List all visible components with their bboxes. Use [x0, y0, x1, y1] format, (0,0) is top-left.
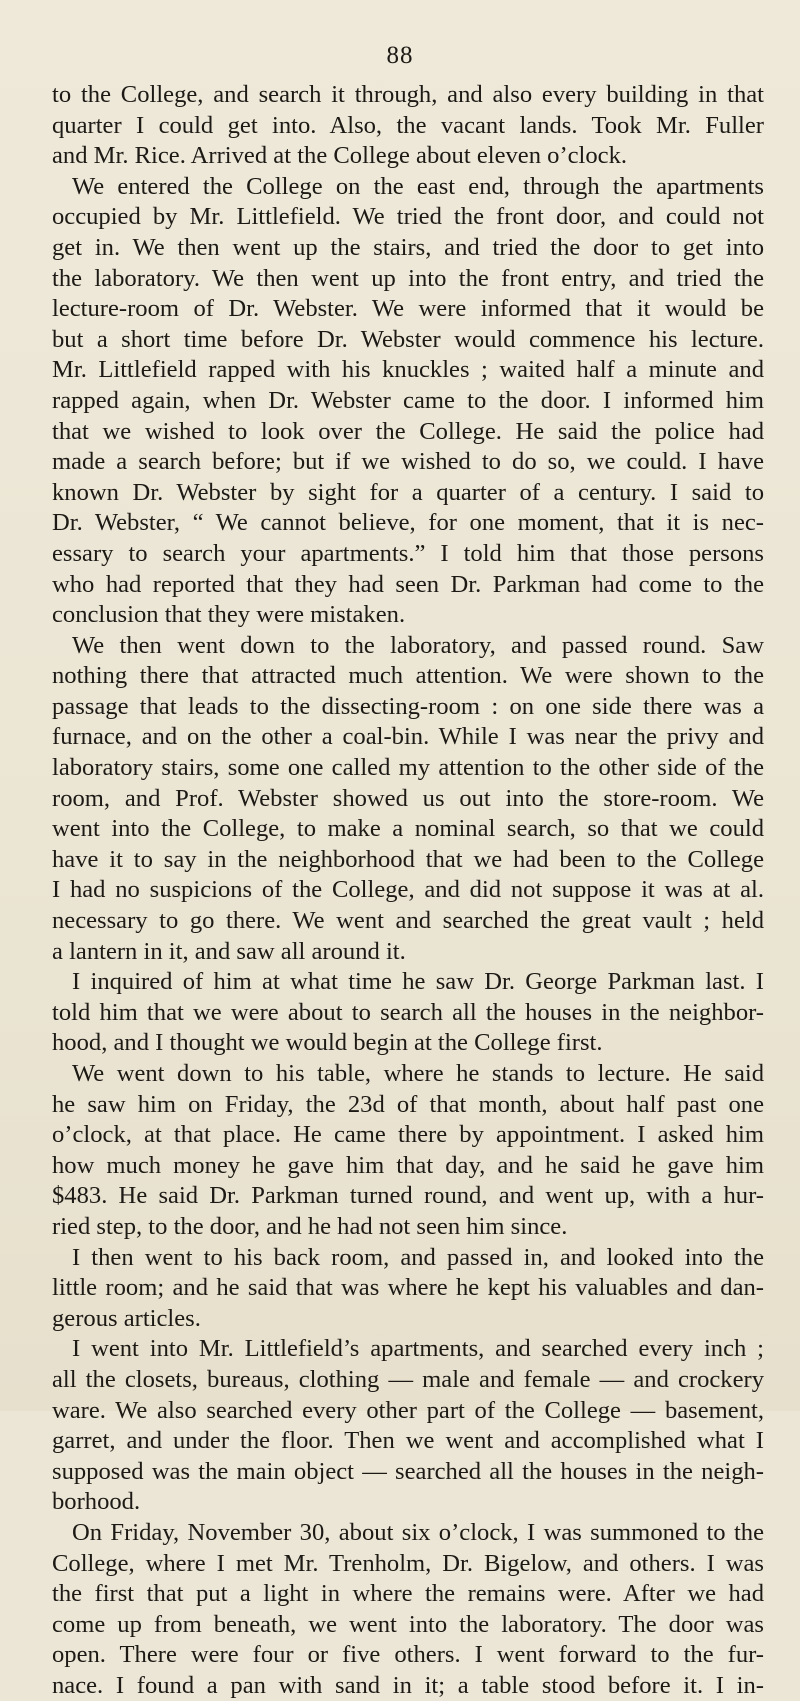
text-line: gerous articles. [52, 1304, 201, 1332]
text-line: ware. We also searched every other part of the College — basement, [52, 1396, 764, 1424]
text-line: come up from beneath, we went into the laboratory. The door was [52, 1610, 764, 1638]
text-line: We then went down to the laboratory, and passed round. Saw [72, 631, 764, 659]
page-number: 88 [386, 42, 414, 69]
text-line: a lantern in it, and saw all around it. [52, 937, 406, 965]
text-line: College, where I met Mr. Trenholm, Dr. Bigelow, and others. I was [52, 1549, 764, 1577]
text-line: garret, and under the floor. Then we went and accomplished what I [52, 1427, 764, 1455]
text-line: get in. We then went up the stairs, and tried the door to get into [52, 233, 764, 261]
text-line: furnace, and on the other a coal-bin. While I was near the privy and [52, 723, 764, 751]
text-line: I had no suspicions of the College, and did not suppose it was at al. [52, 876, 764, 904]
text-line: told him that we were about to search all the houses in the neighbor- [52, 998, 764, 1026]
text-line: I went into Mr. Littlefield’s apartments, and searched every inch ; [72, 1335, 764, 1363]
text-line: rapped again, when Dr. Webster came to the door. I informed him [52, 386, 764, 414]
text-line: hood, and I thought we would begin at the College first. [52, 1029, 603, 1057]
text-line: conclusion that they were mistaken. [52, 601, 406, 629]
text-line: open. There were four or five others. I went forward to the fur- [52, 1641, 764, 1669]
text-line: $483. He said Dr. Parkman turned round, and went up, with a hur- [52, 1182, 764, 1210]
text-line: to the College, and search it through, and also every building in that [52, 81, 764, 108]
text-line: necessary to go there. We went and searched the great vault ; held [52, 907, 764, 935]
text-line: laboratory stairs, some one called my attention to the other side of the [52, 754, 764, 782]
text-line: supposed was the main object — searched all the houses in the neigh- [52, 1457, 764, 1485]
text-line: little room; and he said that was where he kept his valuables and dan- [52, 1274, 764, 1302]
text-line: how much money he gave him that day, and he said he gave him [52, 1151, 764, 1179]
text-line: essary to search your apartments.” I told him that those persons [52, 539, 764, 567]
text-line: quarter I could get into. Also, the vacant lands. Took Mr. Fuller [52, 111, 764, 139]
text-line: I inquired of him at what time he saw Dr. George Parkman last. I [72, 968, 764, 996]
text-line: I then went to his back room, and passed in, and looked into the [72, 1243, 764, 1271]
text-line: all the closets, bureaus, clothing — male and female — and crockery [52, 1365, 764, 1393]
text-line: borhood. [52, 1488, 141, 1516]
text-line: Mr. Littlefield rapped with his knuckles ; waited half a minute and [52, 356, 764, 384]
text-line: On Friday, November 30, about six o’clock, I was summoned to the [72, 1518, 764, 1546]
text-line: We entered the College on the east end, through the apartments [72, 172, 764, 200]
text-line: made a search before; but if we wished to do so, we could. I have [52, 448, 764, 476]
text-line: have it to say in the neighborhood that we had been to the College [52, 845, 764, 873]
text-line: but a short time before Dr. Webster would commence his lecture. [52, 325, 764, 353]
text-line: the laboratory. We then went up into the front entry, and tried the [52, 264, 764, 292]
text-line: Dr. Webster, “ We cannot believe, for one moment, that it is nec- [52, 509, 764, 537]
text-line: passage that leads to the dissecting-room : on one side there was a [52, 692, 764, 720]
body-text [52, 80, 764, 1701]
text-line: known Dr. Webster by sight for a quarter of a century. I said to [52, 478, 764, 506]
text-line: went into the College, to make a nominal search, so that we could [52, 815, 764, 843]
text-line: occupied by Mr. Littlefield. We tried the front door, and could not [52, 203, 764, 231]
text-line: We went down to his table, where he stands to lecture. He said [72, 1060, 764, 1087]
text-line: ried step, to the door, and he had not seen him since. [52, 1212, 568, 1240]
text-line: nothing there that attracted much attention. We were shown to the [52, 662, 764, 690]
text-line: lecture-room of Dr. Webster. We were informed that it would be [52, 295, 764, 323]
text-line: room, and Prof. Webster showed us out into the store-room. We [52, 784, 764, 812]
text-line: who had reported that they had seen Dr. Parkman had come to the [52, 570, 764, 598]
text-line: and Mr. Rice. Arrived at the College about eleven o’clock. [52, 142, 628, 170]
text-line: he saw him on Friday, the 23d of that month, about half past one [52, 1090, 764, 1118]
text-line: o’clock, at that place. He came there by appointment. I asked him [52, 1121, 764, 1149]
text-line: nace. I found a pan with sand in it; a table stood before it. I in- [52, 1671, 764, 1699]
text-line: the first that put a light in where the remains were. After we had [52, 1580, 764, 1608]
text-line: that we wished to look over the College. He said the police had [52, 417, 764, 445]
